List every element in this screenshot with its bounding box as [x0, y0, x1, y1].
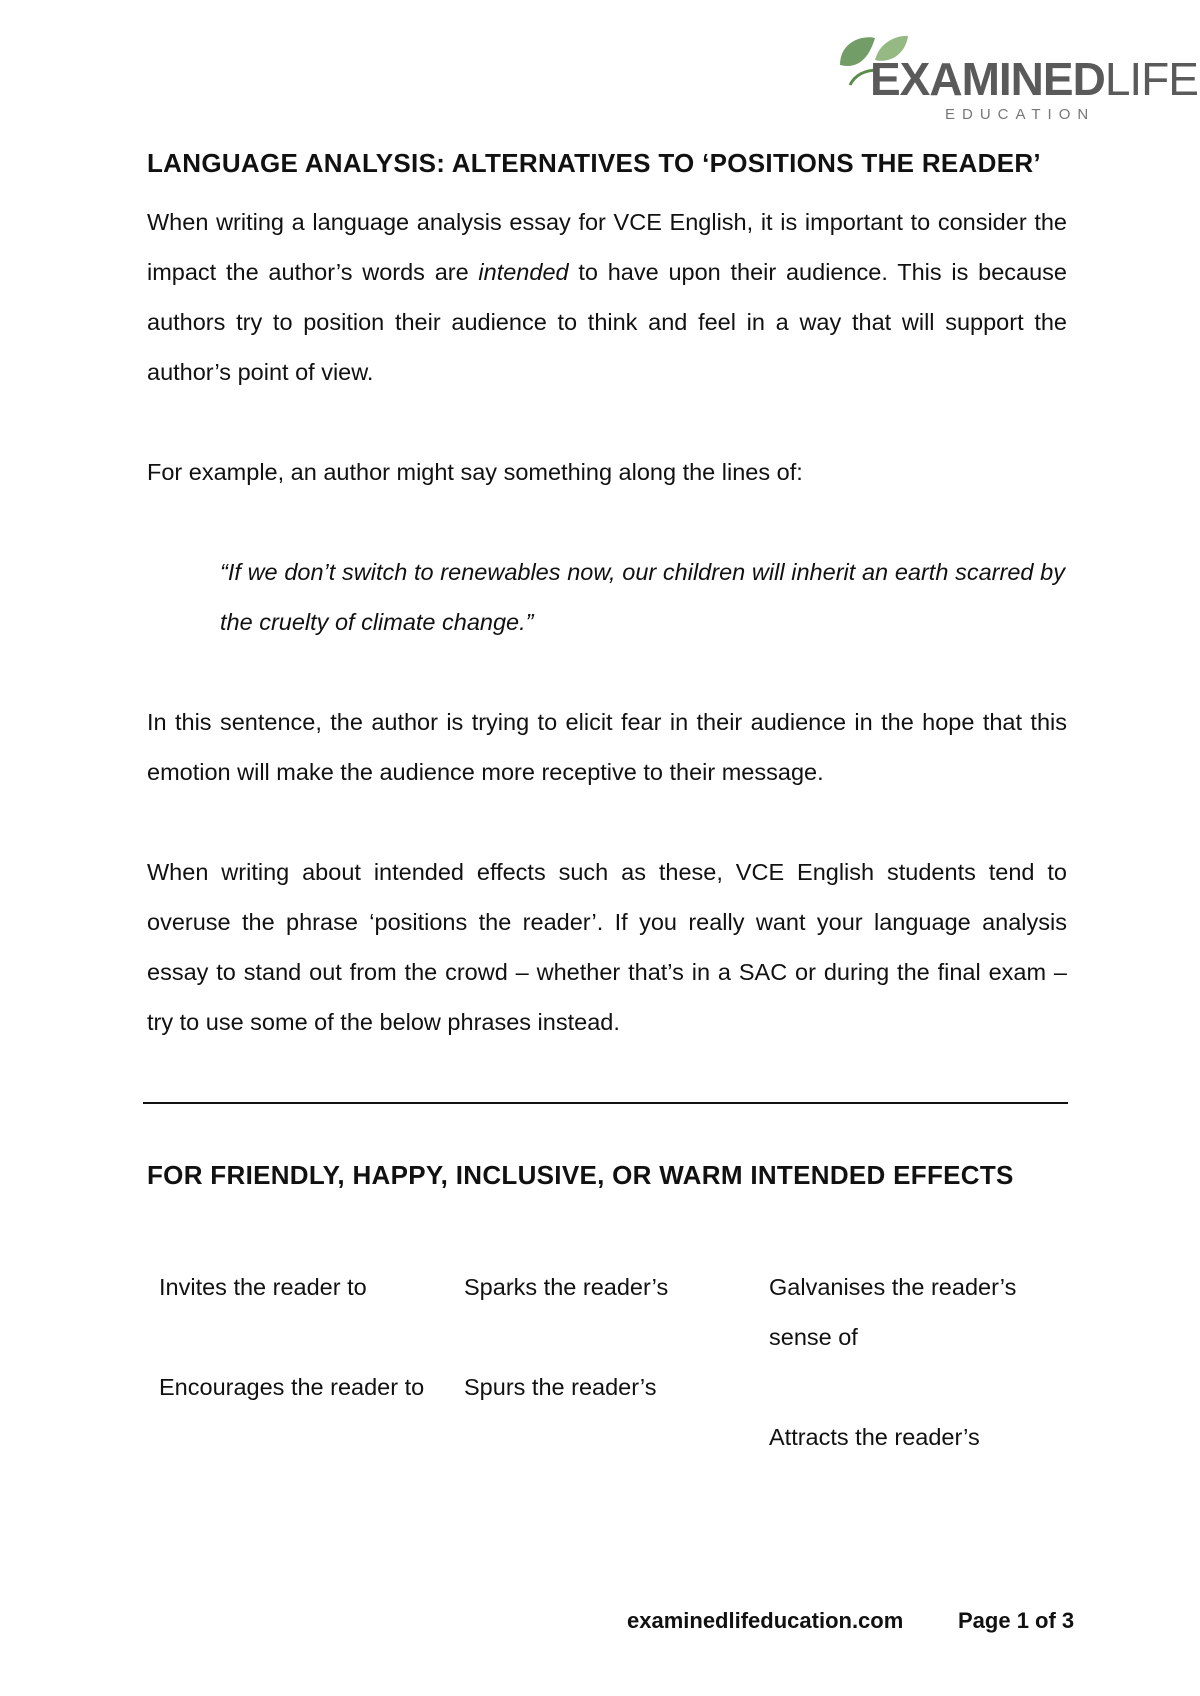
brand-logo: [830, 30, 1198, 123]
section-heading: FOR FRIENDLY, HAPPY, INCLUSIVE, OR WARM INTENDED EFFECTS: [147, 1160, 1014, 1190]
document-title: LANGUAGE ANALYSIS: ALTERNATIVES TO ‘POSITIONS THE READER’: [147, 148, 1041, 178]
explanation-paragraph: In this sentence, the author is trying to elicit fear in their audience in the hope that this emotion will make the audience more receptive to their message.: [147, 709, 1067, 785]
logo-word-bold: EXAMINED: [870, 53, 1105, 105]
intro-text-after: to have upon their audience. This is because authors try to position their audience to think and feel in a way that will support the author’s point of view.: [147, 259, 1067, 385]
phrase-col1-item2: Encourages the reader to: [159, 1374, 425, 1400]
footer-page-number: Page 1 of 3: [958, 1608, 1075, 1633]
intro-paragraph: [147, 197, 1067, 397]
logo-subtitle: EDUCATION: [945, 106, 1096, 123]
example-quote: “If we don’t switch to renewables now, our children will inherit an earth scarred by the cruelty of climate change.”: [220, 559, 1065, 635]
intro-italic-word: intended: [478, 259, 569, 285]
section-divider: [143, 1102, 1068, 1104]
phrase-col2-item2: Spurs the reader’s: [464, 1374, 657, 1400]
advice-paragraph: When writing about intended effects such as these, VCE English students tend to overuse the phrase ‘positions the reader’. If you really want your language analysis essay to stand out from the crowd – whether that’s in a SAC or during the final exam – try to use some of the below phrases instead.: [147, 859, 1067, 1035]
phrase-col1-item1: Invites the reader to: [159, 1274, 367, 1300]
phrase-col2-item1: Sparks the reader’s: [464, 1274, 669, 1300]
footer-url: examinedlifeducation.com: [627, 1608, 904, 1633]
logo-word-light: LIFE: [1104, 53, 1198, 105]
logo-wordmark: [870, 53, 1198, 105]
phrase-col3-item1: Galvanises the reader’s sense of: [769, 1274, 1017, 1350]
example-lead: For example, an author might say something along the lines of:: [147, 459, 803, 485]
intro-text-before: When writing a language analysis essay for VCE English, it is important to consider the impact the author’s words are: [147, 209, 1067, 285]
phrase-col3-item2: Attracts the reader’s: [769, 1424, 980, 1450]
